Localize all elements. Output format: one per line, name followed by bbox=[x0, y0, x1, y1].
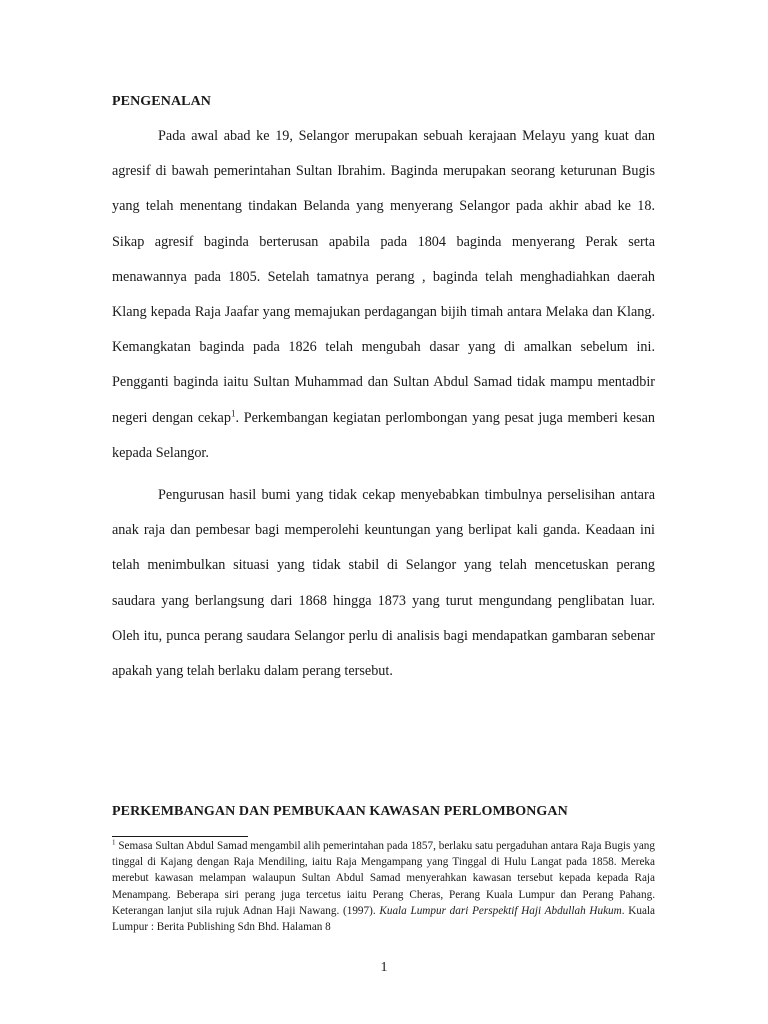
paragraph-1 bbox=[112, 119, 655, 471]
page-number: 1 bbox=[380, 960, 388, 975]
paragraph-1-text-end: . Perkembangan kegiatan perlombongan yang pesat juga memberi kesan kepada Selangor. bbox=[112, 409, 655, 461]
footnote-reference[interactable]: 1 bbox=[230, 407, 236, 418]
section-heading-intro: PENGENALAN bbox=[112, 94, 212, 109]
paragraph-2: Pengurusan hasil bumi yang tidak cekap menyebabkan timbulnya perselisihan antara anak raja dan pembesar bagi memperolehi keuntungan yang berlipat kali ganda. Keadaan ini telah menimbulkan situasi yang tidak stabil di Selangor yang telah mencetuskan perang saudara yang berlangsung dari 1868 hingga 1873 yang turut mengundang penglibatan luar. Oleh itu, punca perang saudara Selangor perlu di analisis bagi mendapatkan gambaran sebenar apakah yang telah berlaku dalam perang tersebut. bbox=[112, 487, 655, 680]
footnote-text: Semasa Sultan Abdul Samad mengambil alih pemerintahan pada 1857, berlaku satu pergaduhan antara Raja Bugis yang tinggal di Kajang dengan Raja Mendiling, iaitu Raja Mengampang yang Tinggal di Hulu Langat pada 1858. Mereka merebut kawasan melampan walaupun Sultan Abdul Samad menyerahkan kawasan tersebut kepada kepada Raja Menampang. Beberapa siri perang juga tercetus iaitu Perang Cheras, Perang Kuala Lumpur dan Perang Pahang. Keterangan lanjut sila rujuk Adnan Haji Nawang. (1997). bbox=[112, 840, 655, 917]
footnote bbox=[112, 838, 655, 935]
footnote-marker: 1 bbox=[112, 838, 116, 847]
section-heading-mining: PERKEMBANGAN DAN PEMBUKAAN KAWASAN PERLOMBONGAN bbox=[112, 804, 568, 819]
paragraph-1-text: Pada awal abad ke 19, Selangor merupakan sebuah kerajaan Melayu yang kuat dan agresif di bawah pemerintahan Sultan Ibrahim. Baginda merupakan seorang keturunan Bugis yang telah menentang tindakan Belanda yang menyerang Selangor pada akhir abad ke 18. Sikap agresif baginda berterusan apabila pada 1804 baginda menyerang Perak serta menawannya pada 1805. Setelah tamatnya perang , baginda telah menghadiahkan daerah Klang kepada Raja Jaafar yang memajukan perdagangan bijih timah antara Melaka dan Klang. Kemangkatan baginda pada 1826 telah mengubah dasar yang di amalkan sebelum ini. Pengganti baginda iaitu Sultan Muhammad dan Sultan Abdul Samad tidak mampu mentadbir negeri dengan cekap bbox=[112, 128, 655, 426]
footnote-book-title: Kuala Lumpur dari Perspektif Haji Abdullah Hukum bbox=[379, 904, 622, 917]
footnote-divider bbox=[112, 836, 248, 837]
footnote-text-end: . Kuala Lumpur : Berita Publishing Sdn Bhd. Halaman 8 bbox=[112, 904, 655, 934]
